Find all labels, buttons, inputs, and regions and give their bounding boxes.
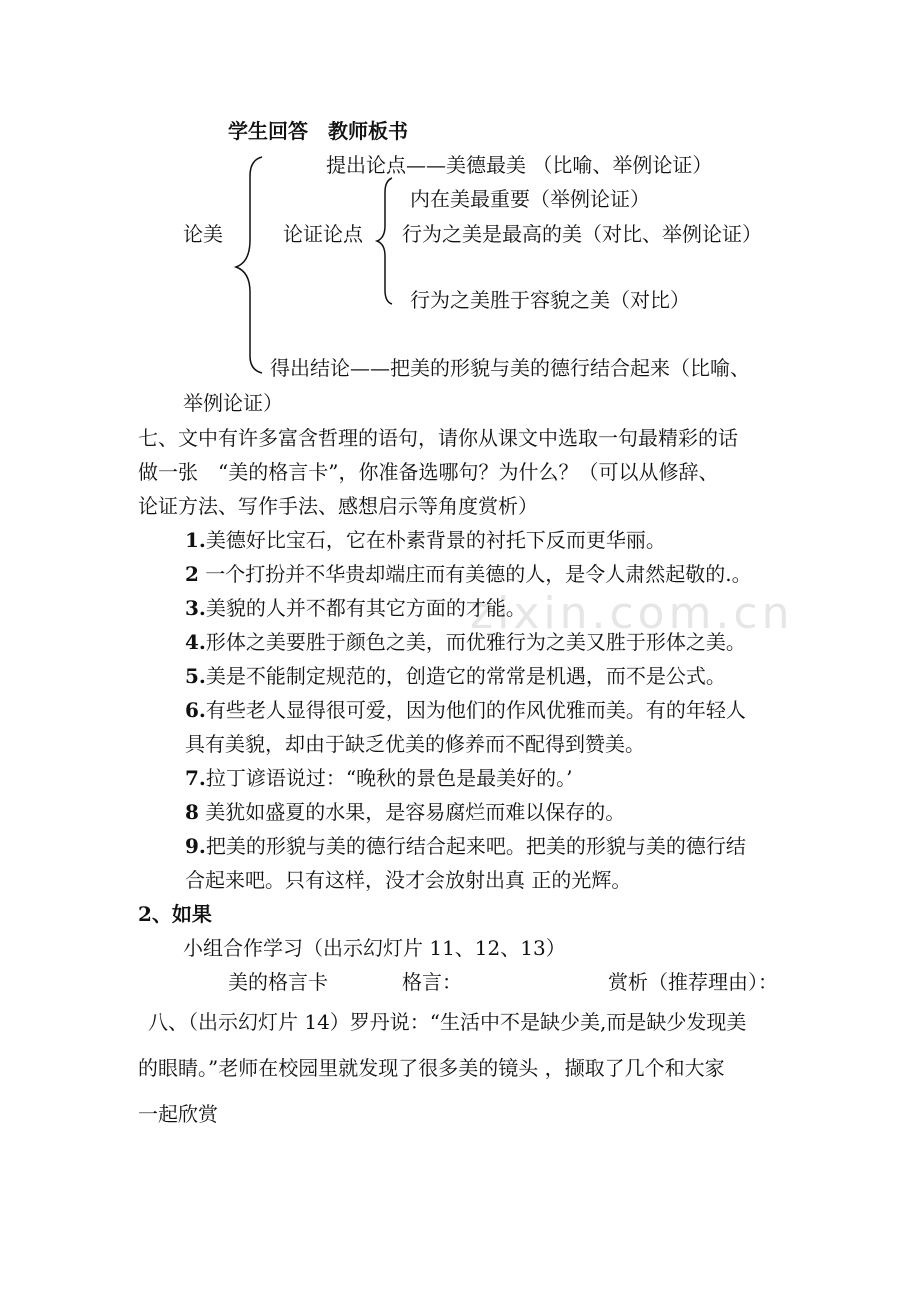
appreciation-label: 赏析（推荐理由）： <box>608 970 778 994</box>
quote-number: 7. <box>185 766 206 790</box>
quote-item <box>185 700 746 720</box>
outer-brace <box>236 157 262 373</box>
quote-number: 6. <box>185 698 206 722</box>
card-title: 美的格言卡 <box>228 970 328 994</box>
quote-text: 把美的形貌与美的德行结合起来吧。把美的形貌与美的德行结 <box>205 834 746 858</box>
quote-item <box>185 836 746 856</box>
quote-text: 美貌的人并不都有其它方面的才能。 <box>205 596 526 620</box>
quote-text: 美是不能制定规范的，创造它的常常是机遇，而不是公式。 <box>205 664 726 688</box>
quote-text: 拉丁谚语说过：“晚秋的景色是最美好的。’ <box>205 766 573 790</box>
board-heading: 学生回答 教师板书 <box>228 119 408 143</box>
board-argument-label: 论证论点 <box>283 222 363 246</box>
quote-item <box>185 666 726 686</box>
quote-number: 2 <box>185 562 199 586</box>
section7-line: 七、文中有许多富含哲理的语句，请你从课文中选取一句最精彩的话 <box>138 426 738 450</box>
quote-continuation: 具有美貌，却由于缺乏优美的修养而不配得到赞美。 <box>185 732 645 756</box>
quote-item <box>185 564 752 584</box>
quote-number: 9. <box>185 834 206 858</box>
board-argument-1: 内在美最重要（举例论证） <box>410 187 650 211</box>
inner-brace <box>377 178 392 304</box>
quote-item <box>185 802 625 822</box>
quote-number: 5. <box>185 664 206 688</box>
quote-text: 有些老人显得很可爱，因为他们的作风优雅而美。有的年轻人 <box>205 698 746 722</box>
quote-item <box>185 768 572 788</box>
quote-item <box>185 598 526 618</box>
section8-line: 的眼睛。”老师在校园里就发现了很多美的镜头 ，撷取了几个和大家 <box>138 1056 725 1080</box>
quote-continuation: 合起来吧。只有这样，没才会放射出真 正的光辉。 <box>185 868 632 892</box>
quote-text: 美犹如盛夏的水果，是容易腐烂而难以保存的。 <box>198 800 626 824</box>
section7-line: 论证方法、写作手法、感想启示等角度赏析） <box>138 494 538 518</box>
board-argument-3: 行为之美胜于容貌之美（对比） <box>410 288 690 312</box>
quote-item <box>185 632 746 652</box>
quote-item <box>185 530 666 550</box>
section8-line: 一起欣赏 <box>138 1102 218 1126</box>
quote-number: 4. <box>185 630 206 654</box>
board-point: 提出论点——美德最美 （比喻、举例论证） <box>326 153 713 177</box>
watermark: zixin.com.cn <box>470 588 794 639</box>
section8-line: 八、（出示幻灯片 14）罗丹说：“生活中不是缺少美,而是缺少发现美 <box>148 1010 747 1034</box>
board-conclusion-cont: 举例论证） <box>183 391 283 415</box>
quote-text: 一个打扮并不华贵却端庄而有美德的人，是令人肃然起敬的.。 <box>198 562 752 586</box>
quote-number: 3. <box>185 596 206 620</box>
board-conclusion: 得出结论——把美的形貌与美的德行结合起来（比喻、 <box>270 356 750 380</box>
quote-text: 形体之美要胜于颜色之美，而优雅行为之美又胜于形体之美。 <box>205 630 746 654</box>
board-argument-2: 行为之美是最高的美（对比、举例论证） <box>402 222 762 246</box>
quote-number: 8 <box>185 800 199 824</box>
section7-line: 做一张 “美的格言卡”，你准备选哪句？为什么？（可以从修辞、 <box>138 460 719 484</box>
quote-text: 美德好比宝石，它在朴素背景的衬托下反而更华丽。 <box>205 528 666 552</box>
maxim-label: 格言： <box>402 970 462 994</box>
group-study: 小组合作学习（出示幻灯片 11、12、13） <box>183 936 566 960</box>
item2-label: 2、如果 <box>138 902 212 926</box>
board-root: 论美 <box>183 222 223 246</box>
quote-number: 1. <box>185 528 206 552</box>
